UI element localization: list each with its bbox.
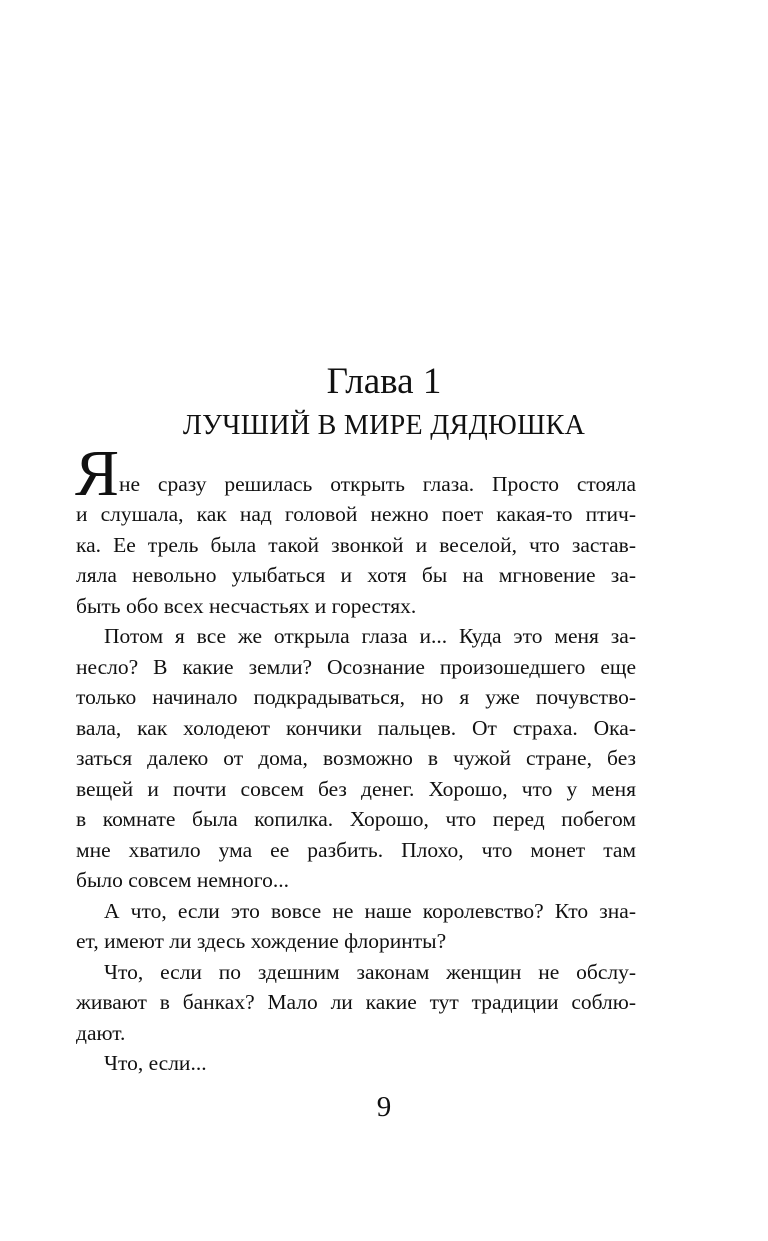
text-line: дают. bbox=[76, 1021, 126, 1045]
chapter-subtitle: ЛУЧШИЙ В МИРЕ ДЯДЮШКА bbox=[182, 410, 586, 441]
text-line: быть обо всех несчастьях и горестях. bbox=[76, 594, 417, 618]
text-line: живают в банках? Мало ли какие тут традиции соблю- bbox=[76, 990, 636, 1014]
text-line: несло? В какие земли? Осознание произошедшего еще bbox=[76, 655, 636, 679]
text-line: только начинало подкрадываться, но я уже почувство- bbox=[76, 685, 636, 709]
text-line: ет, имеют ли здесь хождение флоринты? bbox=[76, 929, 447, 953]
text-line: вала, как холодеют кончики пальцев. От страха. Ока- bbox=[76, 716, 636, 740]
text-line: заться далеко от дома, возможно в чужой стране, без bbox=[76, 746, 636, 770]
text-line: было совсем немного... bbox=[76, 868, 289, 892]
drop-cap: Я bbox=[75, 437, 120, 510]
text-line: не сразу решилась открыть глаза. Просто стояла bbox=[119, 472, 636, 496]
text-line: Что, если по здешним законам женщин не обслу- bbox=[104, 960, 636, 984]
text-line: Что, если... bbox=[104, 1051, 207, 1075]
text-line: в комнате была копилка. Хорошо, что перед побегом bbox=[76, 807, 636, 831]
text-line: Потом я все же открыла глаза и... Куда это меня за- bbox=[104, 624, 636, 648]
text-line: ка. Ее трель была такой звонкой и веселой, что застав- bbox=[76, 533, 636, 557]
chapter-title: Глава 1 bbox=[326, 361, 442, 402]
text-line: и слушала, как над головой нежно поет какая-то птич- bbox=[76, 502, 636, 526]
page-number: 9 bbox=[376, 1091, 392, 1123]
text-line: вещей и почти совсем без денег. Хорошо, что у меня bbox=[76, 777, 636, 801]
text-line: А что, если это вовсе не наше королевство? Кто зна- bbox=[104, 899, 636, 923]
text-line: мне хватило ума ее разбить. Плохо, что монет там bbox=[76, 838, 636, 862]
text-line: ляла невольно улыбаться и хотя бы на мгновение за- bbox=[76, 563, 636, 587]
